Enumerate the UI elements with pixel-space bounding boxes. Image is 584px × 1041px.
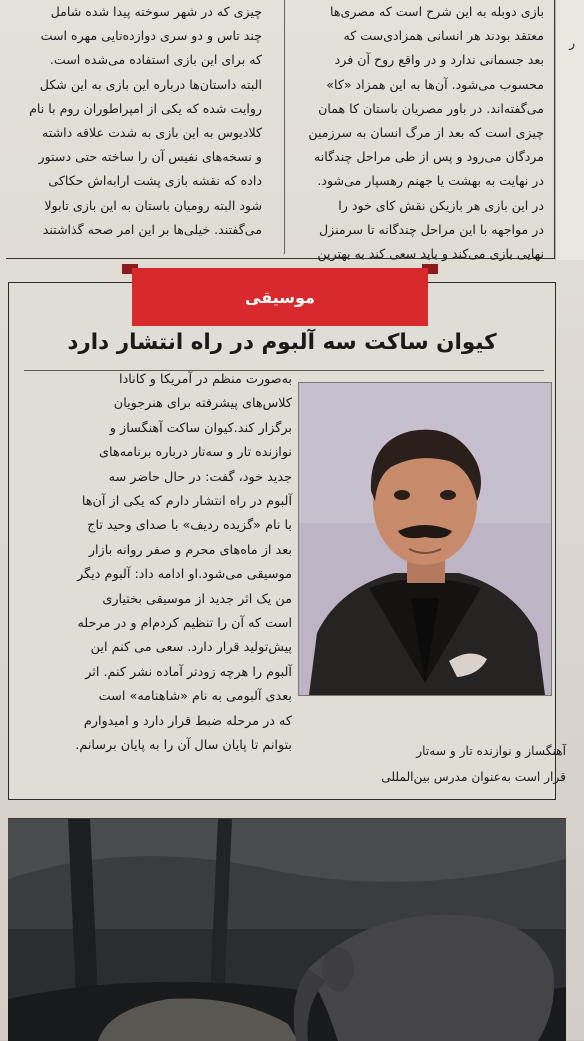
portrait-photo xyxy=(298,382,552,696)
text-line: کلادیوس به این بازی به شدت علاقه داشته xyxy=(42,125,262,141)
body-line: نوازنده تار و سه‌تار درباره برنامه‌های xyxy=(99,445,292,461)
body-line: جدید خود، گفت: در حال حاضر سه xyxy=(108,469,292,485)
body-line: بتوانم تا پایان سال آن را به پایان برسانم. xyxy=(75,738,292,754)
text-line: در نهایت به بهشت یا جهنم رهسپار می‌شود. xyxy=(317,173,544,189)
section-ribbon xyxy=(122,264,438,326)
text-line: روایت شده که یکی از امپراطوران روم با نام xyxy=(29,100,262,116)
body-line: با نام «گزیده ردیف» با صدای وحید تاج xyxy=(87,518,292,534)
text-line: و نسخه‌های نفیس آن را ساخته حتی دستور xyxy=(38,149,262,165)
text-line: بازی دوبله به این شرح است که مصری‌ها xyxy=(329,4,544,19)
text-line: چند تاس و دو سری دوازده‌تایی مهره است xyxy=(40,28,262,44)
text-line: محسوب می‌شود. آن‌ها به این همزاد «کا» xyxy=(326,76,544,92)
adjacent-page-edge xyxy=(555,0,584,260)
body-line: است که آن را تنظیم کردم‌ام و در مرحله xyxy=(77,616,292,632)
text-line: بعد جسمانی ندارد و در واقع روح آن فرد xyxy=(334,52,544,68)
body-line: بعدی آلبومی به نام «شاهنامه» است xyxy=(98,689,292,705)
photo-caption xyxy=(296,738,566,790)
edge-text: ر xyxy=(569,36,575,50)
article-headline: کیوان ساکت سه آلبوم در راه انتشار دارد xyxy=(67,330,497,355)
column-divider xyxy=(284,0,285,254)
body-line: پیش‌تولید قرار دارد. سعی می کنم این xyxy=(90,640,292,656)
top-article xyxy=(6,0,555,262)
text-line: البته داستان‌ها درباره این بازی به این شکل xyxy=(39,76,262,92)
body-line: آلبوم در راه انتشار دارم که یکی از آن‌ها xyxy=(81,494,292,510)
caption-line: قرار است به‌عنوان مدرس بین‌المللی xyxy=(381,770,566,784)
text-line: می‌گفتند. خیلی‌ها بر این امر صحه گذاشتند xyxy=(42,221,262,237)
text-line: می‌گفته‌اند. در باور مصریان باستان کا همان xyxy=(318,100,544,116)
text-line: چیزی است که بعد از مرگ انسان به سرزمین xyxy=(308,125,544,141)
body-line: به‌صورت منظم در آمریکا و کانادا xyxy=(119,372,292,387)
body-line: که در مرحله ضبط قرار دارد و امیدوارم xyxy=(83,713,292,729)
top-article-right-column xyxy=(284,0,544,266)
section-label: موسیقی xyxy=(245,287,315,307)
text-line: شود البته رومیان باستان به این بازی تابولا xyxy=(44,197,262,213)
elephant-photo xyxy=(8,818,566,1041)
body-line: من یک اثر جدید از موسیقی بختیاری xyxy=(102,591,292,607)
text-line: در این بازی هر بازیکن نقش کای خود را xyxy=(338,197,544,213)
ribbon-band xyxy=(132,268,428,326)
text-line: در مواجهه با این مراحل چندگانه تا سرمنزل xyxy=(318,221,544,237)
body-line: آلبوم را هرچه زودتر آماده نشر کنم. اثر xyxy=(85,664,292,680)
text-line: که برای این بازی استفاده می‌شده است. xyxy=(49,52,262,68)
body-line: برگزار کند.کیوان ساکت آهنگساز و xyxy=(109,420,292,436)
text-line: نهایی بازی می‌کند و باید سعی کند به بهترین xyxy=(317,246,544,262)
top-article-left-column xyxy=(12,0,262,242)
text-line: مردگان می‌رود و پس از طی مراحل چندگانه xyxy=(314,149,544,165)
text-line: داده که نقشه بازی پشت ارابه‌اش حکاکی xyxy=(48,173,262,189)
body-line: بعد از ماه‌های محرم و صفر روانه بازار xyxy=(88,542,292,558)
article-body xyxy=(14,368,292,759)
caption-line: آهنگساز و نوازنده تار و سه‌تار xyxy=(416,744,566,758)
body-line: موسیقی می‌شود.او ادامه داد: آلبوم دیگر xyxy=(77,567,292,583)
text-line: چیزی که در شهر سوخته پیدا شده شامل xyxy=(50,4,262,19)
body-line: کلاس‌های پیشرفته برای هنرجویان xyxy=(113,396,292,412)
text-line: معتقد بودند هر انسانی همزادی‌ست که xyxy=(343,28,544,44)
